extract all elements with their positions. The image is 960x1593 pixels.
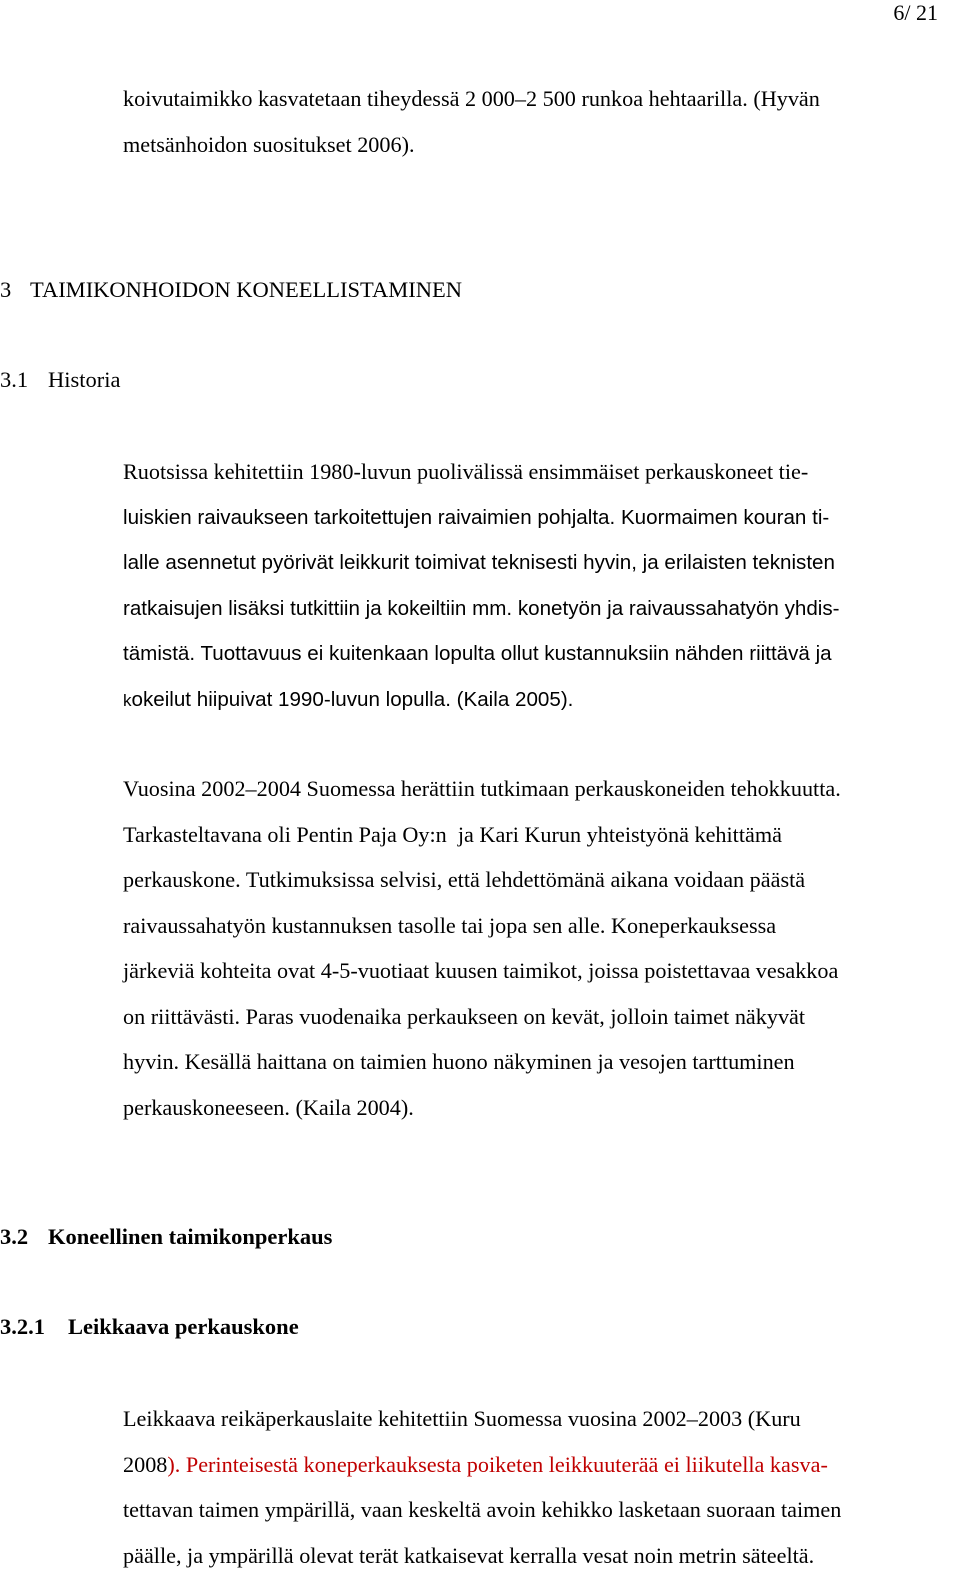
section-3-2-1-heading: [0, 1314, 299, 1340]
section-3-1-heading: [0, 367, 121, 393]
paragraph-line: perkauskone. Tutkimuksissa selvisi, että lehdettömänä aikana voidaan päästä: [123, 867, 806, 892]
paragraph-line: tettavan taimen ympärillä, vaan keskeltä avoin kehikko lasketaan suoraan taimen: [123, 1497, 842, 1522]
paragraph-line: koivutaimikko kasvatetaan tiheydessä 2 000–2 500 runkoa hehtaarilla. (Hyvän: [123, 86, 820, 111]
section-title: Koneellinen taimikonperkaus: [48, 1224, 333, 1249]
line-fragment: 2008: [123, 1451, 168, 1477]
section-title: Historia: [48, 367, 121, 392]
section-number: 3.1: [0, 367, 29, 392]
paragraph-line: Ruotsissa kehitettiin 1980-luvun puolivälissä ensimmäiset perkauskoneet tie-: [123, 459, 809, 484]
paragraph-line: raivaussahatyön kustannuksen tasolle tai jopa sen alle. Koneperkauksessa: [123, 912, 777, 938]
paragraph-line: päälle, ja ympärillä olevat terät katkaisevat kerralla vesat noin metrin säteeltä.: [123, 1542, 815, 1568]
paragraph-line: ratkaisujen lisäksi tutkittiin ja kokeiltiin mm. konetyön ja raivaussahatyön yhdis-: [123, 596, 840, 620]
paragraph-line: [123, 1442, 960, 1488]
research-paragraph: [123, 766, 960, 1130]
paragraph-line: järkeviä kohteita ovat 4-5-vuotiaat kuusen taimikot, joissa poistettavaa vesakkoa: [123, 958, 839, 983]
section-number: 3.2: [0, 1224, 29, 1249]
line-fragment: . Perinteisestä koneperkauksesta poiketen leikkuuterää ei liikutella kasva-: [174, 1451, 828, 1477]
paragraph-line: lalle asennetut pyörivät leikkurit toimivat teknisesti hyvin, ja erilaisten teknisten: [123, 551, 835, 574]
paragraph-line: Tarkasteltavana oli Pentin Paja Oy:n ja Kari Kurun yhteistyönä kehittämä: [123, 821, 782, 847]
section-3-heading: [0, 277, 462, 303]
section-title: Leikkaava perkauskone: [68, 1314, 299, 1339]
section-3-2-heading: [0, 1224, 332, 1250]
line-fragment: ): [167, 1451, 175, 1477]
line-fragment: k: [123, 690, 132, 710]
paragraph-line: on riittävästi. Paras vuodenaika perkaukseen on kevät, jolloin taimet näkyvät: [123, 1003, 806, 1029]
paragraph-line: perkauskoneeseen. (Kaila 2004).: [123, 1094, 414, 1120]
line-fragment: okeilut hiipuivat 1990-luvun lopulla. (Kaila 2005).: [131, 687, 574, 711]
paragraph-line: tämistä. Tuottavuus ei kuitenkaan lopulta ollut kustannuksiin nähden riittävä ja: [123, 642, 832, 665]
cutting-machine-paragraph: [123, 1396, 960, 1578]
paragraph-line: Vuosina 2002–2004 Suomessa herättiin tutkimaan perkauskoneiden tehokkuutta.: [123, 776, 841, 801]
paragraph-line: metsänhoidon suositukset 2006).: [123, 131, 415, 157]
section-title: TAIMIKONHOIDON KONEELLISTAMINEN: [30, 277, 462, 302]
paragraph-line: Leikkaava reikäperkauslaite kehitettiin Suomessa vuosina 2002–2003 (Kuru: [123, 1406, 801, 1431]
paragraph-line: hyvin. Kesällä haittana on taimien huono näkyminen ja vesojen tarttuminen: [123, 1049, 795, 1074]
intro-paragraph: [123, 76, 960, 167]
history-paragraph: [123, 449, 960, 723]
page-number: 6/ 21: [893, 0, 938, 25]
paragraph-line: luiskien raivaukseen tarkoitettujen raivaimien pohjalta. Kuormaimen kouran ti-: [123, 505, 830, 529]
section-number: 3: [0, 277, 12, 302]
paragraph-line: [123, 677, 960, 724]
section-number: 3.2.1: [0, 1314, 45, 1339]
